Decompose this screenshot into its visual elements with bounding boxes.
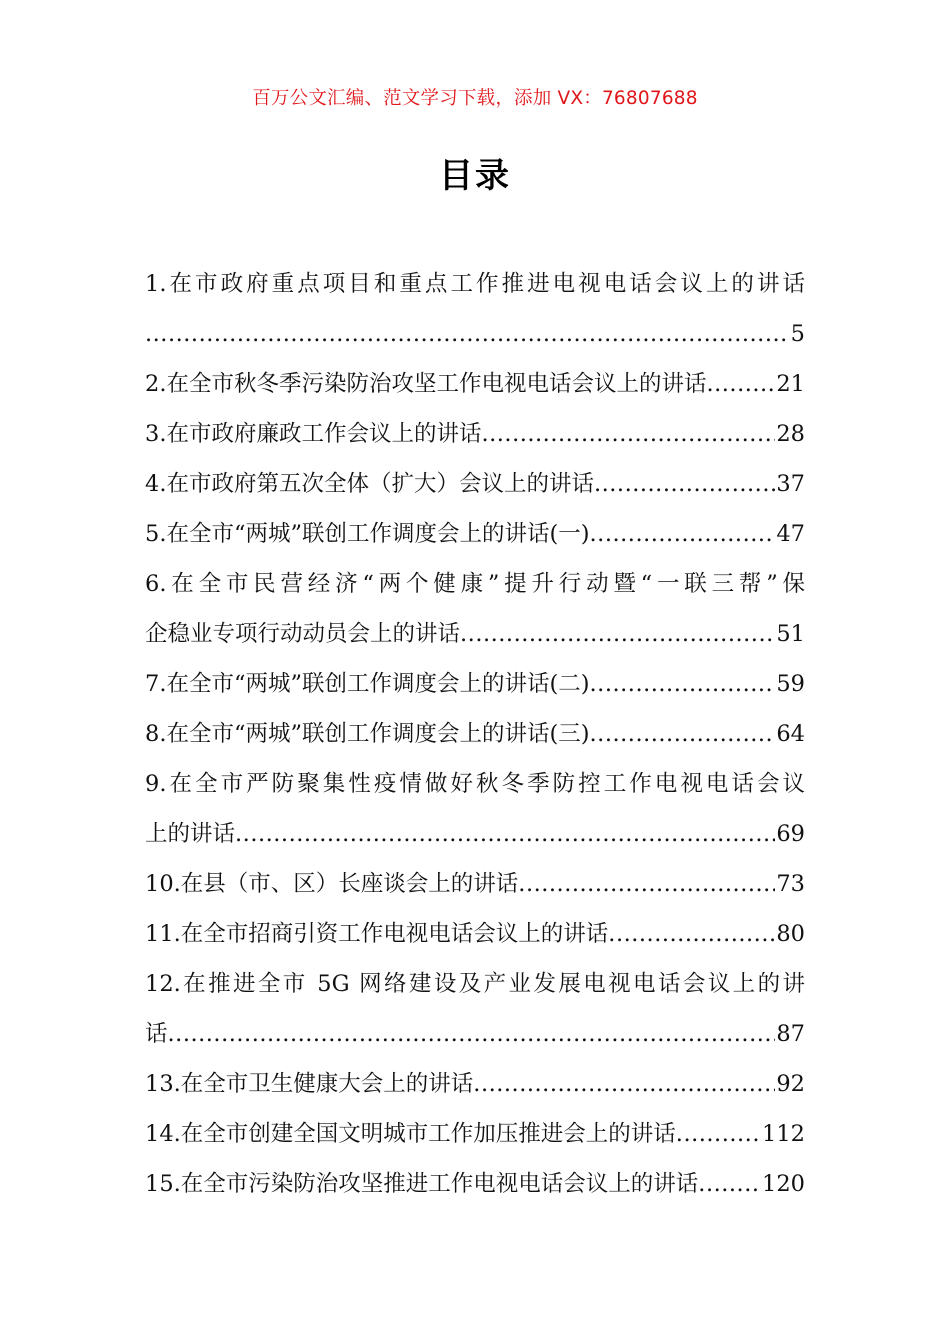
toc-entry-row	[145, 509, 805, 559]
toc-leader-dots	[698, 1159, 761, 1209]
toc-page-number: 37	[776, 471, 805, 497]
toc-entry-text: 4.在市政府第五次全体（扩大）会议上的讲话	[145, 471, 594, 497]
toc-entry-row	[145, 709, 805, 759]
toc-leader-dots	[594, 459, 775, 509]
toc-entry-line	[145, 259, 805, 309]
header-note: 百万公文汇编、范文学习下载，添加 VX：76807688	[252, 88, 698, 109]
toc-page-number: 47	[776, 521, 805, 547]
toc-entry-text: 1.在市政府重点项目和重点工作推进电视电话会议上的讲话	[145, 271, 805, 297]
toc-page-number: 64	[776, 721, 805, 747]
toc-page-number: 80	[776, 921, 805, 947]
toc-entry-text: 13.在全市卫生健康大会上的讲话	[145, 1071, 474, 1097]
toc-entry-text: 5.在全市“两城”联创工作调度会上的讲话(一)	[145, 521, 590, 547]
toc-entry-line	[145, 909, 805, 959]
toc-page-number: 21	[776, 371, 805, 397]
toc-entry-line	[145, 609, 805, 659]
toc-entry-line	[145, 709, 805, 759]
toc-entry-row	[145, 309, 805, 359]
toc-leader-dots	[473, 1059, 775, 1109]
toc-entry-line	[145, 559, 805, 609]
toc-page-number: 59	[776, 671, 805, 697]
toc-entry-row	[145, 1159, 805, 1209]
toc-leader-dots	[518, 859, 775, 909]
toc-page-number: 28	[776, 421, 805, 447]
toc-leader-dots	[590, 659, 776, 709]
document-title: 目录	[439, 156, 511, 196]
toc-entry-line	[145, 1159, 805, 1209]
toc-entry-row	[145, 859, 805, 909]
toc-entry-row	[145, 409, 805, 459]
toc-page-number: 5	[790, 321, 805, 347]
toc-leader-dots	[676, 1109, 761, 1159]
toc-leader-dots	[460, 609, 775, 659]
toc-entry-line	[145, 759, 805, 809]
toc-leader-dots	[481, 409, 775, 459]
toc-entry-line	[145, 1109, 805, 1159]
toc-page-number: 87	[776, 1021, 805, 1047]
toc-entry-row	[145, 1009, 805, 1059]
toc-entry-row	[145, 809, 805, 859]
toc-entry-line	[145, 659, 805, 709]
toc-entry-text: 2.在全市秋冬季污染防治攻坚工作电视电话会议上的讲话	[145, 371, 707, 397]
toc-entry-text: 12.在推进全市 5G 网络建设及产业发展电视电话会议上的讲	[145, 971, 805, 997]
table-of-contents	[145, 259, 805, 1209]
toc-entry-line	[145, 809, 805, 859]
toc-entry-text: 9.在全市严防聚集性疫情做好秋冬季防控工作电视电话会议	[145, 771, 805, 797]
toc-entry-row	[145, 1109, 805, 1159]
toc-entry-row	[145, 659, 805, 709]
toc-entry-line	[145, 1059, 805, 1109]
toc-entry-row	[145, 459, 805, 509]
toc-leader-dots	[168, 1009, 776, 1059]
toc-entry-line	[145, 409, 805, 459]
toc-entry-text: 7.在全市“两城”联创工作调度会上的讲话(二)	[145, 671, 590, 697]
toc-entry-text: 6.在全市民营经济“两个健康”提升行动暨“一联三帮”保	[145, 571, 805, 597]
toc-entry-text: 话	[145, 1021, 168, 1047]
toc-leader-dots	[590, 709, 776, 759]
toc-page-number: 51	[776, 621, 805, 647]
toc-page-number: 112	[762, 1121, 805, 1147]
toc-page-number: 69	[776, 821, 805, 847]
toc-entry-line	[145, 359, 805, 409]
toc-entry-line	[145, 509, 805, 559]
toc-entry-line	[145, 1009, 805, 1059]
toc-leader-dots	[706, 359, 775, 409]
toc-entry-row	[145, 359, 805, 409]
toc-leader-dots	[145, 309, 790, 359]
toc-entry-row	[145, 909, 805, 959]
toc-entry-row	[145, 1059, 805, 1109]
toc-entry-row	[145, 609, 805, 659]
toc-entry-text: 3.在市政府廉政工作会议上的讲话	[145, 421, 482, 447]
toc-page-number: 120	[762, 1171, 805, 1197]
toc-entry-line	[145, 959, 805, 1009]
toc-entry-text: 企稳业专项行动动员会上的讲话	[145, 621, 461, 647]
toc-leader-dots	[608, 909, 775, 959]
toc-entry-text: 上的讲话	[145, 821, 236, 847]
toc-entry-line	[145, 459, 805, 509]
toc-page-number: 92	[776, 1071, 805, 1097]
toc-entry-text: 15.在全市污染防治攻坚推进工作电视电话会议上的讲话	[145, 1171, 699, 1197]
toc-entry-text: 8.在全市“两城”联创工作调度会上的讲话(三)	[145, 721, 590, 747]
toc-entry-line	[145, 309, 805, 359]
toc-entry-text: 11.在全市招商引资工作电视电话会议上的讲话	[145, 921, 609, 947]
toc-entry-text: 14.在全市创建全国文明城市工作加压推进会上的讲话	[145, 1121, 676, 1147]
toc-leader-dots	[590, 509, 776, 559]
toc-leader-dots	[235, 809, 775, 859]
toc-entry-line	[145, 859, 805, 909]
toc-entry-text: 10.在县（市、区）长座谈会上的讲话	[145, 871, 519, 897]
toc-page-number: 73	[776, 871, 805, 897]
